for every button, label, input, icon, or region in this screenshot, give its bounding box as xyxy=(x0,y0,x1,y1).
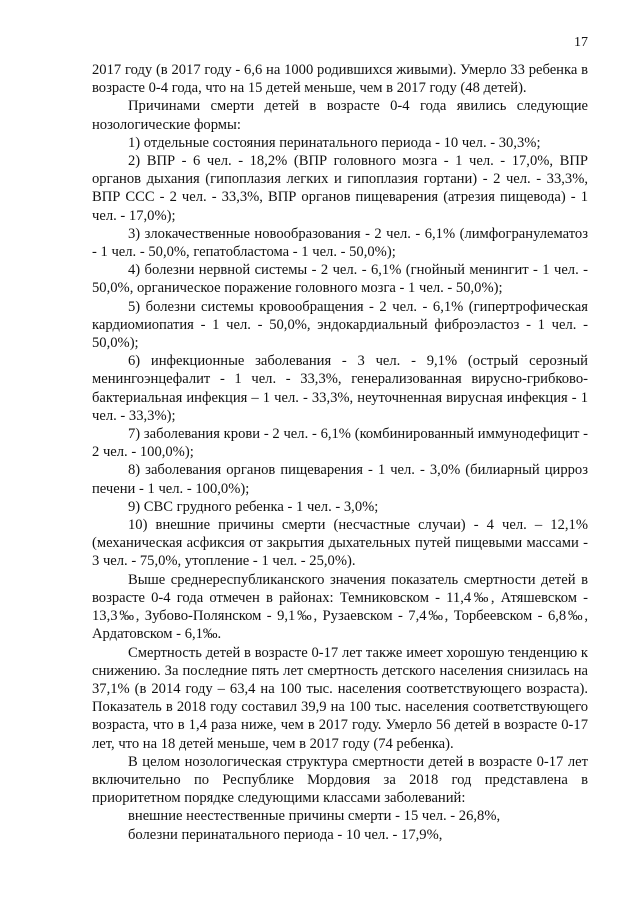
list-item-perinatal-diseases: болезни перинатального периода - 10 чел. - 17,9%, xyxy=(128,826,443,843)
paragraph-mortality-0-17: Смертность детей в возрасте 0-17 лет также имеет хорошую тенденцию к снижению. За последние пять лет смертность детского населения снизилась на 37,1% (в 2014 году – 63,4 на 100 тыс. населения соответствующего возраста). Показатель в 2018 году составил 39,9 на 100 тыс. населения соответствующего возраста, что в 1,4 раза ниже, чем в 2017 году. Умерло 56 детей в возрасте 0-17 лет, что на 18 детей меньше, чем в 2017 году (74 ребенка). xyxy=(92,644,588,752)
paragraph-districts: Выше среднереспубликанского значения показатель смертности детей в возрасте 0-4 года отмечен в районах: Темниковском - 11,4‰, Атяшевском - 13,3‰, Зубово-Полянском - 9,1‰, Рузаевском - 7,4‰, Торбеевском - 6,8‰, Ардатовском - 6,1‰. xyxy=(92,571,588,643)
list-item-external-causes: 10) внешние причины смерти (несчастные случаи) - 4 чел. – 12,1% (механическая асфиксия от закрытия дыхательных путей пищевыми массами - 3 чел. - 75,0%, утопление - 1 чел. - 25,0%). xyxy=(92,517,588,570)
list-item-sids: 9) СВС грудного ребенка - 1 чел. - 3,0%; xyxy=(128,498,379,515)
paragraph-causes-intro: Причинами смерти детей в возрасте 0-4 года явились следующие нозологические формы: xyxy=(92,98,588,133)
body-text xyxy=(92,61,588,844)
list-item-perinatal: 1) отдельные состояния перинатального периода - 10 чел. - 30,3%; xyxy=(128,134,541,151)
list-item-digestive: 8) заболевания органов пищеварения - 1 чел. - 3,0% (билиарный цирроз печени - 1 чел. - 100,0%); xyxy=(92,462,588,497)
list-item-blood: 7) заболевания крови - 2 чел. - 6,1% (комбинированный иммунодефицит - 2 чел. - 100,0%); xyxy=(92,426,588,461)
list-item-external-unnatural: внешние неестественные причины смерти - 15 чел. - 26,8%, xyxy=(128,808,501,825)
list-item-nervous-system: 4) болезни нервной системы - 2 чел. - 6,1% (гнойный менингит - 1 чел. - 50,0%, органическое поражение головного мозга - 1 чел. - 50,0%); xyxy=(92,262,588,297)
paragraph-structure: В целом нозологическая структура смертности детей в возрасте 0-17 лет включительно по Республике Мордовия за 2018 год представлена в приоритетном порядке следующими классами заболеваний: xyxy=(92,753,588,807)
list-item-neoplasms: 3) злокачественные новообразования - 2 чел. - 6,1% (лимфогранулематоз - 1 чел. - 50,0%, гепатобластома - 1 чел. - 50,0%); xyxy=(92,225,588,261)
list-item-circulatory: 5) болезни системы кровообращения - 2 чел. - 6,1% (гипертрофическая кардиомиопатия - 1 чел. - 50,0%, эндокардиальный фиброэластоз - 1 чел. - 50,0%); xyxy=(92,298,588,352)
paragraph-continuation: 2017 году (в 2017 году - 6,6 на 1000 родившихся живыми). Умерло 33 ребенка в возрасте 0-4 года, что на 15 детей меньше, чем в 2017 году (48 детей). xyxy=(92,62,588,97)
list-item-vpr: 2) ВПР - 6 чел. - 18,2% (ВПР головного мозга - 1 чел. - 17,0%, ВПР органов дыхания (гипоплазия легких и гипоплазия гортани) - 2 чел. - 33,3%, ВПР ССС - 2 чел. - 33,3%, ВПР органов пищеварения (атрезия пищевода) - 1 чел. - 17,0%); xyxy=(92,153,588,224)
list-item-infectious: 6) инфекционные заболевания - 3 чел. - 9,1% (острый серозный менингоэнцефалит - 1 чел. - 33,3%, генерализованная вирусно-грибково-бактериальная инфекция – 1 чел. - 33,3%, неуточненная вирусная инфекция - 1 чел. - 33,3%); xyxy=(92,353,588,424)
page-number: 17 xyxy=(574,35,588,50)
